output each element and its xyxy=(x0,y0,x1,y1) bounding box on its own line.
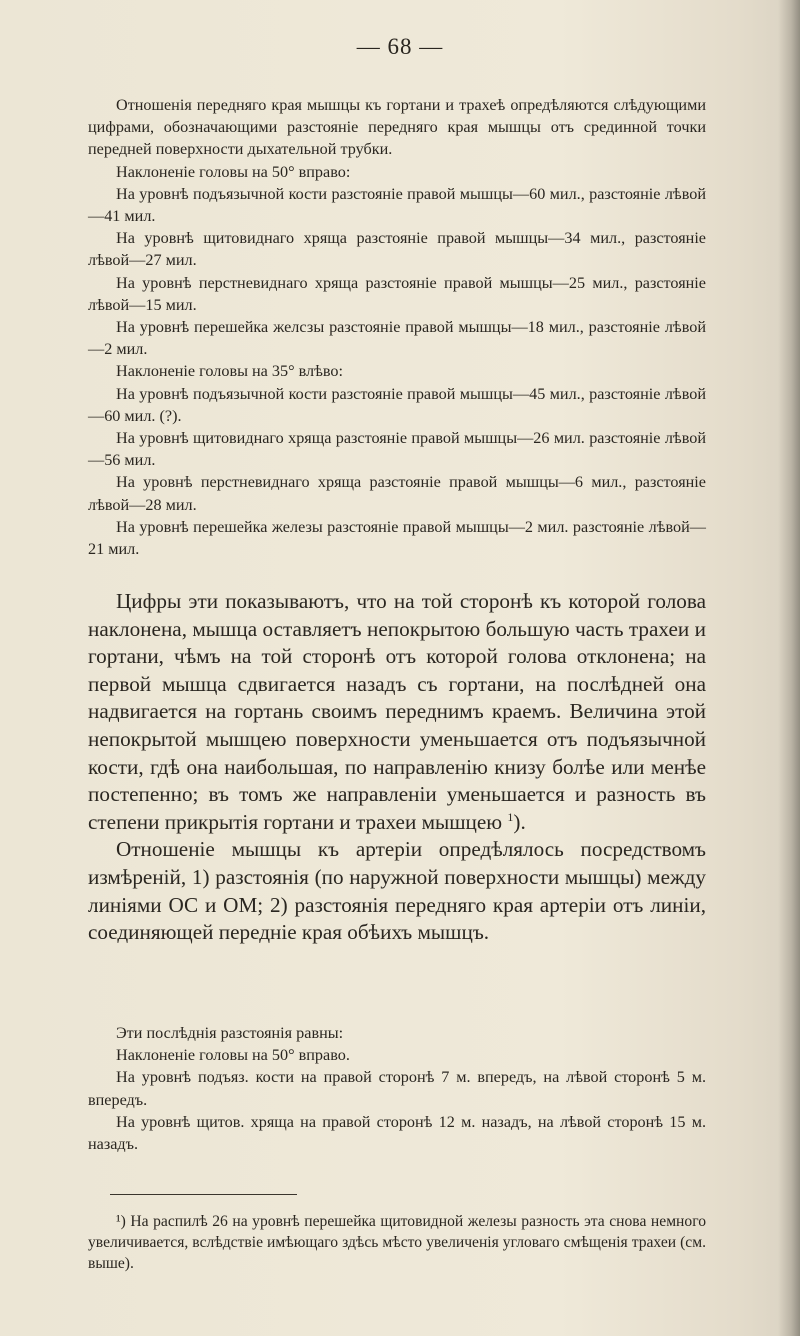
footnote-text xyxy=(88,1211,706,1274)
paragraph: На уровнѣ подъяз. кости на правой сторонѣ 7 м. впередъ, на лѣвой сторонѣ 5 м. впередъ. xyxy=(88,1068,706,1109)
footnote-mark: ¹) xyxy=(116,1213,126,1230)
footnote xyxy=(88,1211,706,1274)
paragraph: Наклоненіе головы на 50° вправо. xyxy=(116,1046,350,1065)
paragraph: Отношеніе мышцы къ артеріи опредѣлялось посредствомъ измѣреній, 1) разстоянія (по наружной поверхности мышцы) между линіями ОС и ОМ; 2) разстоянія передняго края артеріи отъ линіи, соединяющей передніе края обѣихъ мышцъ. xyxy=(88,837,706,945)
paragraph: Эти послѣднія разстоянія равны: xyxy=(116,1024,344,1042)
page-edge-shadow xyxy=(778,0,800,1336)
paragraph: На уровнѣ щитовиднаго хряща разстояніе правой мышцы—34 мил., разстояніе лѣвой—27 мил. xyxy=(88,229,706,270)
footnote-reference: 1 xyxy=(507,809,514,824)
paragraph: На уровнѣ подъязычной кости разстояніе правой мышцы—45 мил., разстояніе лѣвой—60 мил. (?). xyxy=(88,384,706,425)
footnote-separator xyxy=(110,1194,297,1195)
paragraph xyxy=(88,588,706,836)
artery-measurements-block xyxy=(88,1022,706,1155)
paragraph: На уровнѣ щитовиднаго хряща разстояніе правой мышцы—26 мил. разстояніе лѣвой—56 мил. xyxy=(88,429,706,470)
paragraph: На уровнѣ перешейка желсзы разстояніе правой мышцы—18 мил., разстояніе лѣвой—2 мил. xyxy=(88,318,706,359)
main-text-block xyxy=(88,588,706,947)
paragraph: На уровнѣ перстневиднаго хряща разстояніе правой мышцы—25 мил., разстояніе лѣвой—15 мил. xyxy=(88,273,706,314)
measurements-block xyxy=(88,94,706,560)
paragraph: На уровнѣ перешейка железы разстояніе правой мышцы—2 мил. разстояніе лѣвой—21 мил. xyxy=(88,517,706,559)
paragraph: Наклоненіе головы на 50° вправо: xyxy=(116,162,351,181)
paragraph: На уровнѣ щитов. хряща на правой сторонѣ 12 м. назадъ, на лѣвой сторонѣ 15 м. назадъ. xyxy=(88,1112,706,1154)
paragraph-text: Цифры эти показываютъ, что на той сторонѣ къ которой голова наклонена, мышца оставляетъ непокрытою большую часть трахеи и гортани, чѣмъ на той сторонѣ отъ которой голова отклонена; на первой мышца сдвигается назадъ съ гортани, на послѣдней она надвигается на гортань своимъ переднимъ краемъ. Величина этой непокрытой мышцею поверхности уменьшается отъ подъязычной кости, гдѣ она наибольшая, по направленію книзу болѣе или менѣе постепенно; въ томъ же направленіи уменьшается и разность въ степени прикрытія гортани и трахеи мышцею xyxy=(88,589,706,834)
paragraph: На уровнѣ подъязычной кости разстояніе правой мышцы—60 мил., разстояніе лѣвой—41 мил. xyxy=(88,184,706,226)
footnote-body: На распилѣ 26 на уровнѣ перешейка щитовидной железы разность эта снова немного увеличивается, вслѣдствіе имѣющаго здѣсь мѣсто увеличенія угловаго смѣщенія трахеи (см. выше). xyxy=(88,1213,707,1272)
paragraph: Наклоненіе головы на 35° влѣво: xyxy=(116,362,344,381)
paragraph: Отношенія передняго края мышцы къ гортани и трахеѣ опредѣляются слѣдующими цифрами, обозначающими разстояніе передняго края мышцы отъ срединной точки передней поверхности дыхательной трубки. xyxy=(88,96,706,159)
page-number: — 68 — xyxy=(356,34,444,59)
paragraph: На уровнѣ перстневиднаго хряща разстояніе правой мышцы—6 мил., разстояніе лѣвой—28 мил. xyxy=(88,473,706,514)
paragraph-end: ). xyxy=(513,809,526,834)
